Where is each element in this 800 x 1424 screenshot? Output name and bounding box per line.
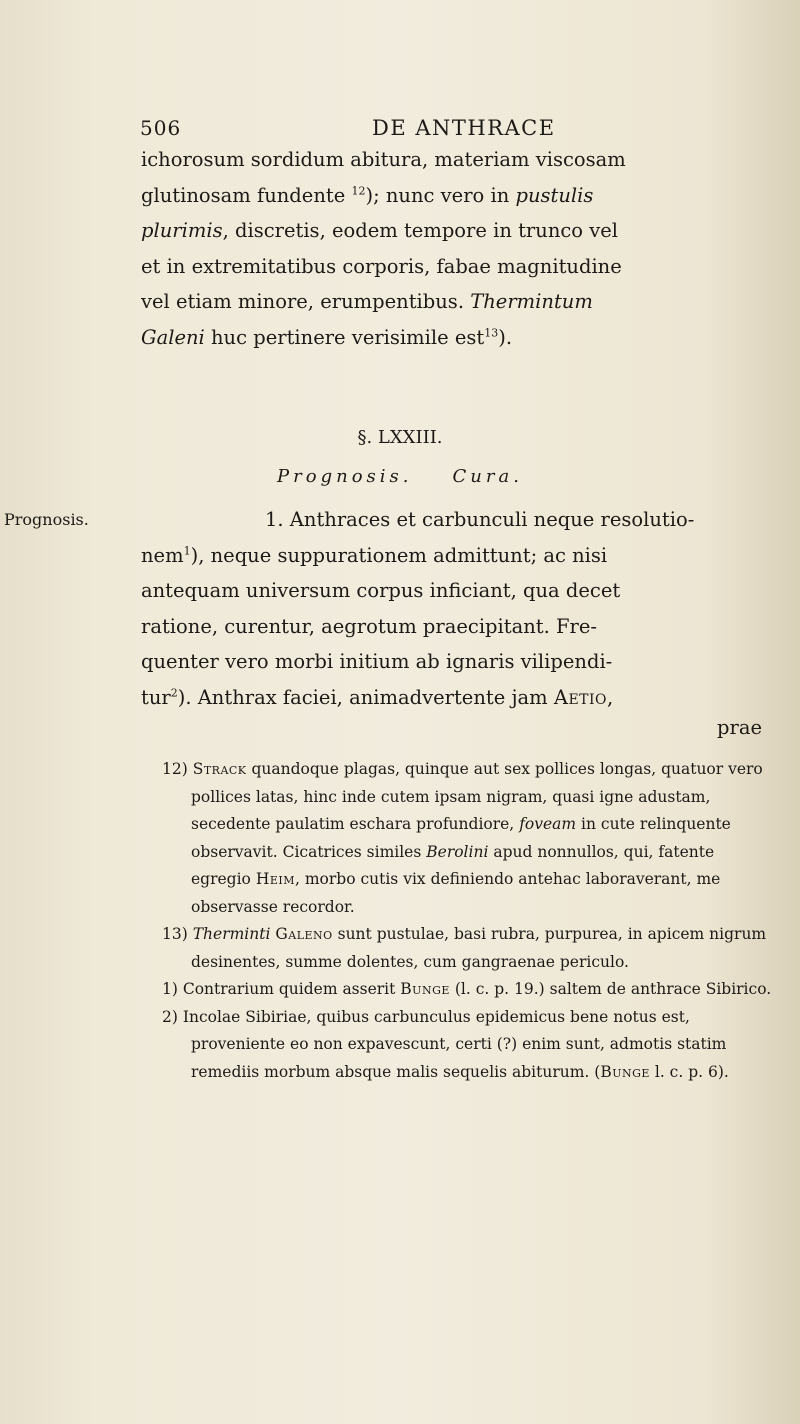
- text-line: antequam universum corpus inficiant, qua decet: [141, 579, 621, 602]
- subtitle-cura: Cura.: [452, 466, 523, 487]
- paragraph-prognosis-cont: [141, 538, 771, 716]
- text-line: ratione, curentur, aegrotum praecipitant. Fre-: [141, 614, 598, 638]
- running-title: DE ANTHRACE: [372, 116, 556, 140]
- margin-note: Prognosis.: [4, 510, 89, 529]
- text-line: plurimis, discretis, eodem tempore in trunco vel: [141, 219, 619, 242]
- section-subtitle: [0, 466, 800, 487]
- section-number: §. LXXIII.: [357, 427, 443, 448]
- page-number: 506: [140, 116, 182, 140]
- footnote-2: 2) Incolae Sibiriae, quibus carbunculus epidemicus bene notus est, proveniente eo non expavescunt, certi (?) enim sunt, admotis statim remediis morbum absque malis sequelis abiturum. (Bunge l. c. p. 6).: [162, 1007, 729, 1081]
- footnote-ref-1[interactable]: 1: [183, 544, 191, 557]
- paragraph-continued: [141, 142, 771, 355]
- paragraph-prognosis: [141, 502, 771, 538]
- footnote-ref-13[interactable]: 13: [484, 326, 499, 339]
- footnote-ref-2[interactable]: 2: [170, 686, 178, 699]
- text-line: nem$^1$), neque suppurationem admittunt; ac nisi: [141, 543, 608, 567]
- subtitle-prognosis: Prognosis.: [277, 466, 413, 487]
- footnote-ref-12[interactable]: 12: [351, 184, 366, 197]
- text-line: quenter vero morbi initium ab ignaris vilipendi-: [141, 650, 613, 673]
- text-line: tur$^2$). Anthrax faciei, animadvertente jam Aetio,: [141, 685, 614, 709]
- text-line: 1. Anthraces et carbunculi neque resolutio-: [265, 508, 695, 531]
- footnote-1: 1) Contrarium quidem asserit Bunge (l. c. p. 19.) saltem de anthrace Sibirico.: [162, 980, 772, 998]
- text-line: et in extremitatibus corporis, fabae magnitudine: [141, 254, 622, 278]
- text-line: vel etiam minore, erumpentibus. Thermintum: [141, 290, 593, 313]
- text-line: ichorosum sordidum abitura, materiam viscosam: [141, 148, 626, 171]
- text-line: glutinosam fundente $^{12}$); nunc vero in pustulis: [141, 183, 594, 207]
- catchword: prae: [717, 716, 762, 739]
- footnotes: [162, 756, 772, 1086]
- footnote-13: 13) Therminti Galeno sunt pustulae, basi rubra, purpurea, in apicem nigrum desinentes, summe dolentes, cum gangraenae periculo.: [162, 925, 767, 971]
- footnote-12: 12) Strack quandoque plagas, quinque aut sex pollices longas, quatuor vero pollices latas, hinc inde cutem ipsam nigram, quasi igne adustam, secedente paulatim eschara profundiore, foveam in cute relinquente observavit. Cicatrices similes Berolini apud nonnullos, qui, fatente egregio Heim, morbo cutis vix definiendo antehac laboraverant, me observasse recordor.: [162, 760, 763, 916]
- text-line: Galeni huc pertinere verisimile est$^{13}$).: [141, 325, 513, 349]
